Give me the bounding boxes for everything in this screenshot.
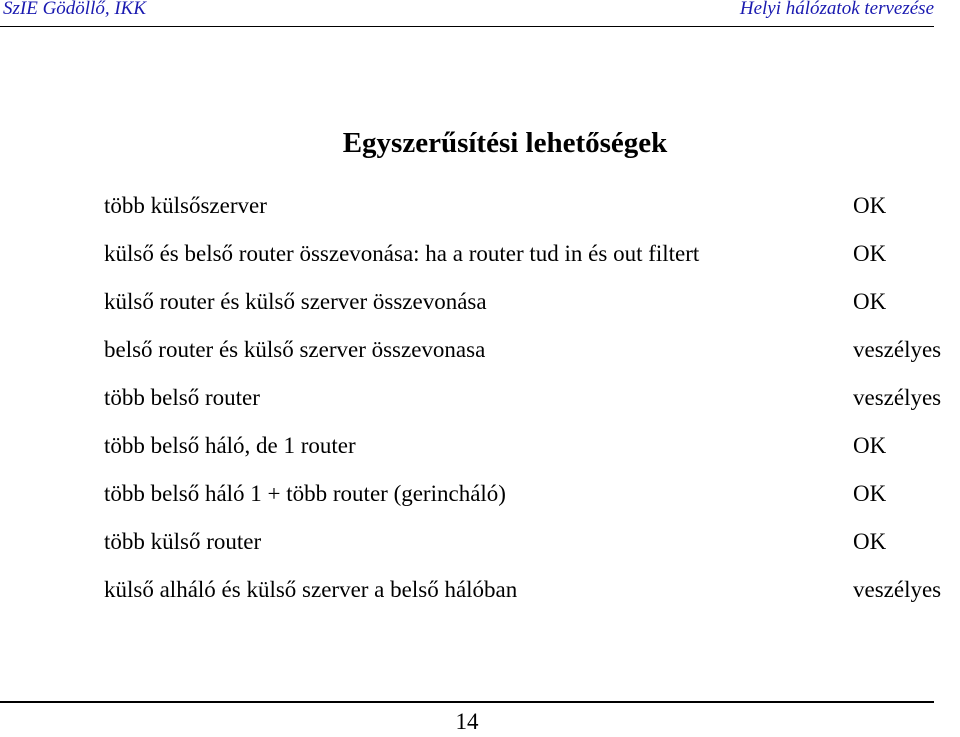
list-item <box>0 337 960 367</box>
list-item-status: OK <box>853 241 887 266</box>
list-item-label: belső router és külső szerver összevonasa <box>104 337 486 362</box>
list-item <box>0 529 960 559</box>
list-item-label: több belső háló 1 + több router (gerincháló) <box>104 481 506 506</box>
list-item <box>0 433 960 463</box>
list-item-label: több külsőszerver <box>104 193 267 218</box>
footer-divider <box>0 701 934 703</box>
list-item-label: külső router és külső szerver összevonása <box>104 289 487 314</box>
list-item <box>0 289 960 319</box>
list-item-label: több belső háló, de 1 router <box>104 433 356 458</box>
list-item <box>0 385 960 415</box>
list-item-label: több belső router <box>104 385 260 410</box>
list-item <box>0 241 960 271</box>
page-number: 14 <box>455 709 479 734</box>
list-item-label: külső alháló és külső szerver a belső hálóban <box>104 577 518 602</box>
list-item-status: OK <box>853 193 887 218</box>
list-item-status: veszélyes <box>853 577 942 602</box>
list-item-status: OK <box>853 481 887 506</box>
list-item-status: OK <box>853 433 887 458</box>
list-item-status: OK <box>853 529 887 554</box>
list-item-status: OK <box>853 289 887 314</box>
list-item <box>0 481 960 511</box>
list-item <box>0 577 960 607</box>
list-item <box>0 193 960 223</box>
header-right-text: Helyi hálózatok tervezése <box>739 0 934 19</box>
list-item-status: veszélyes <box>853 385 942 410</box>
header-left-text: SzIE Gödöllő, IKK <box>3 0 147 19</box>
list-item-label: külső és belső router összevonása: ha a router tud in és out filtert <box>104 241 700 266</box>
list-item-status: veszélyes <box>853 337 942 362</box>
list-item-label: több külső router <box>104 529 262 554</box>
page-title: Egyszerűsítési lehetőségek <box>342 127 668 159</box>
